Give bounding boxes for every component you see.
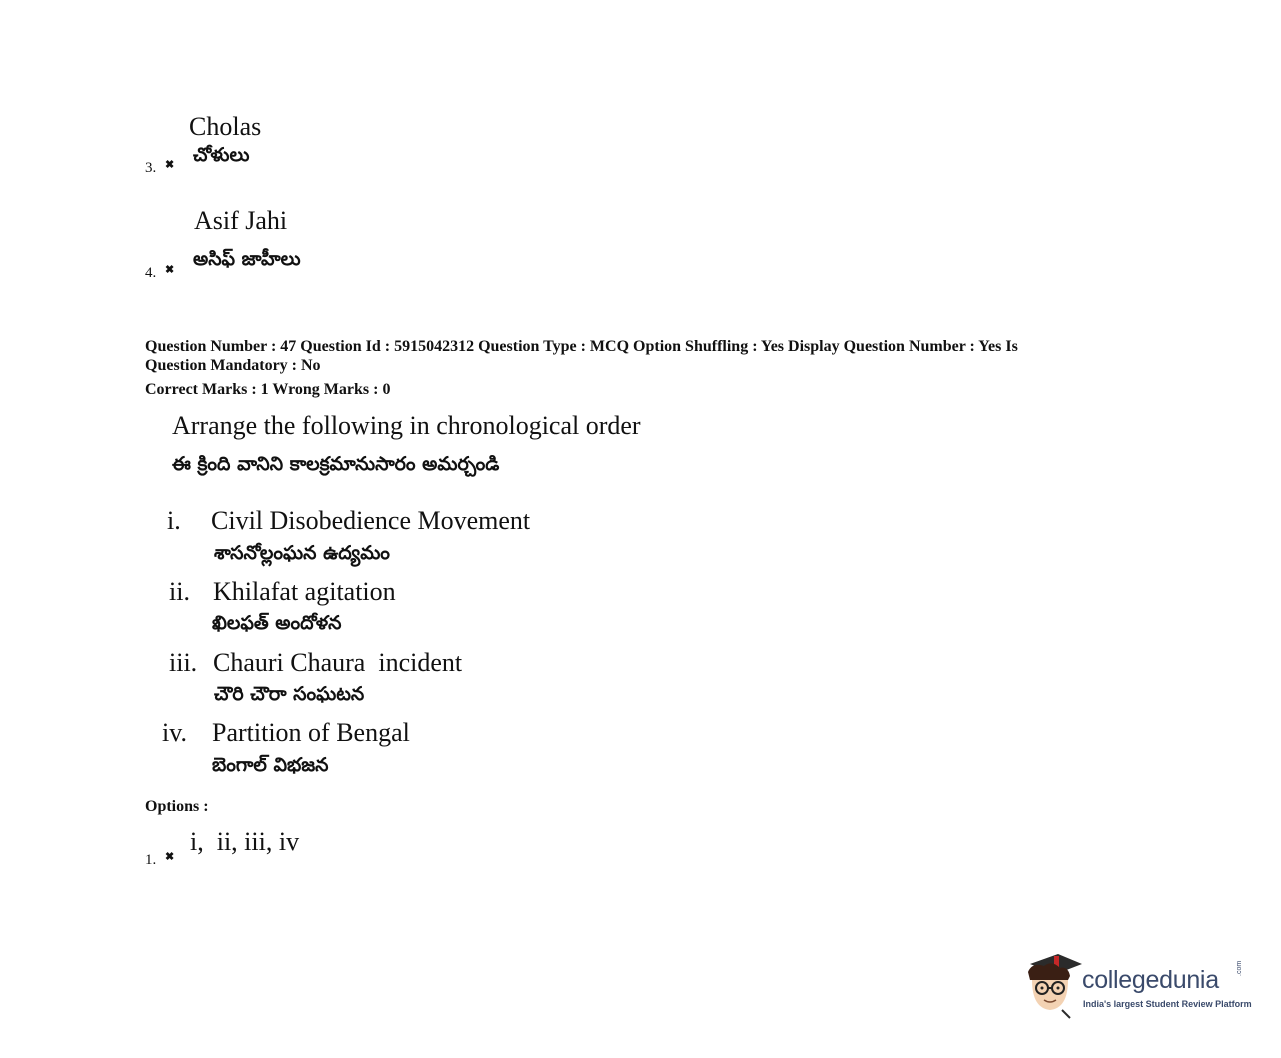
item-iv-roman: iv.	[162, 718, 188, 747]
option-1-number: 1.	[145, 852, 157, 868]
mascot-icon	[1022, 950, 1084, 1020]
question-english: Arrange the following in chronological order	[172, 411, 641, 440]
item-i-roman: i.	[167, 506, 181, 535]
item-iii-telugu: చౌరి చౌరా సంఘటన	[214, 683, 365, 705]
option-3-cross-icon: ✖	[165, 159, 175, 171]
question-telugu: ఈ క్రింది వానిని కాలక్రమానుసారం అమర్చండి	[172, 453, 500, 475]
item-ii-telugu: ఖిలఫత్ అందోళన	[212, 612, 342, 634]
item-ii-roman: ii.	[169, 577, 190, 606]
option-1-cross-icon: ✖	[165, 851, 175, 863]
item-ii-english: Khilafat agitation	[213, 577, 396, 606]
collegedunia-logo	[1022, 950, 1272, 1020]
logo-tagline: India's largest Student Review Platform	[1083, 999, 1252, 1009]
item-iv-telugu: బెంగాల్ విభజన	[212, 754, 329, 776]
option-4-number: 4.	[145, 265, 157, 281]
option-4-cross-icon: ✖	[165, 264, 175, 276]
options-label: Options :	[145, 798, 209, 815]
item-iv-english: Partition of Bengal	[212, 718, 410, 747]
item-i-telugu: శాసనోల్లంఘన ఉద్యమం	[214, 542, 390, 564]
option-4-telugu: అసిఫ్ జాహీలు	[193, 248, 301, 270]
item-iii-roman: iii.	[169, 648, 198, 677]
question-meta-line3: Correct Marks : 1 Wrong Marks : 0	[145, 381, 391, 398]
option-4-english: Asif Jahi	[194, 206, 288, 235]
item-iii-english: Chauri Chaura incident	[213, 648, 463, 677]
logo-suffix: .com	[1236, 960, 1243, 976]
question-meta-line1: Question Number : 47 Question Id : 5915042312 Question Type : MCQ Option Shuffling : Yes Display Question Number : Yes Is	[145, 338, 1018, 355]
question-meta-line2: Question Mandatory : No	[145, 357, 321, 374]
item-i-english: Civil Disobedience Movement	[211, 506, 531, 535]
logo-wordmark: collegedunia	[1082, 966, 1219, 994]
option-3-telugu: చోళులు	[193, 144, 250, 166]
option-3-number: 3.	[145, 160, 157, 176]
option-1-text: i, ii, iii, iv	[190, 827, 300, 856]
option-3-english: Cholas	[189, 112, 262, 141]
